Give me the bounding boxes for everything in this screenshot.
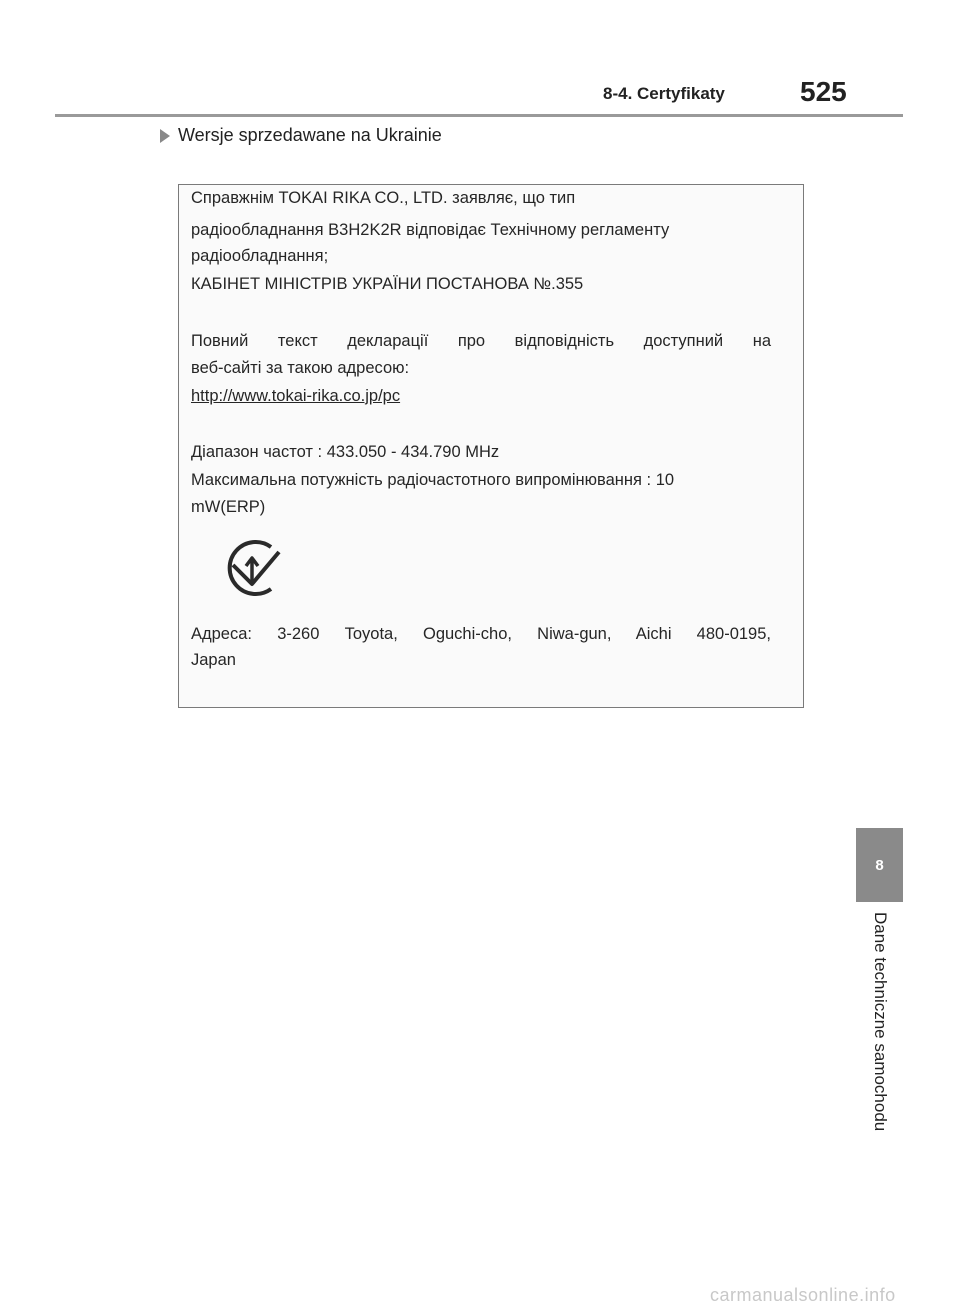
subtitle	[160, 125, 442, 146]
section-title: 8-4. Certyfikaty	[603, 84, 725, 103]
declaration-line: радіообладнання;	[191, 247, 329, 265]
declaration-line: Справжнім TOKAI RIKA CO., LTD. заявляє, що тип	[191, 189, 576, 207]
declaration-line: Japan	[191, 651, 236, 669]
declaration-line: Максимальна потужність радіочастотного випромінювання : 10	[191, 471, 675, 489]
declaration-line: Діапазон частот : 433.050 - 434.790 MHz	[191, 443, 500, 461]
watermark: carmanualsonline.info	[710, 1285, 896, 1305]
declaration-line: веб-сайті за такою адресою:	[191, 359, 410, 377]
page-number: 525	[800, 76, 847, 107]
declaration-url[interactable]: http://www.tokai-rika.co.jp/pc	[191, 387, 401, 405]
chapter-label: Dane techniczne samochodu	[871, 912, 890, 1132]
declaration-line: радіообладнання B3H2K2R відповідає Технічному регламенту	[191, 221, 670, 239]
declaration-line: Адреса: 3-260 Toyota, Oguchi-cho, Niwa-gun, Aichi 480-0195,	[191, 625, 771, 643]
header-divider	[55, 114, 903, 117]
subtitle-text: Wersje sprzedawane na Ukrainie	[178, 125, 442, 145]
declaration-line: Повний текст декларації про відповідність доступний на	[191, 332, 771, 350]
chapter-tab[interactable]: 8	[856, 828, 903, 902]
ukraine-conformity-mark-icon	[219, 532, 289, 604]
declaration-line: КАБІНЕТ МІНІСТРІВ УКРАЇНИ ПОСТАНОВА №.355	[191, 275, 584, 293]
declaration-box	[178, 184, 804, 708]
triangle-bullet-icon	[160, 129, 170, 143]
declaration-line: mW(ERP)	[191, 498, 266, 516]
